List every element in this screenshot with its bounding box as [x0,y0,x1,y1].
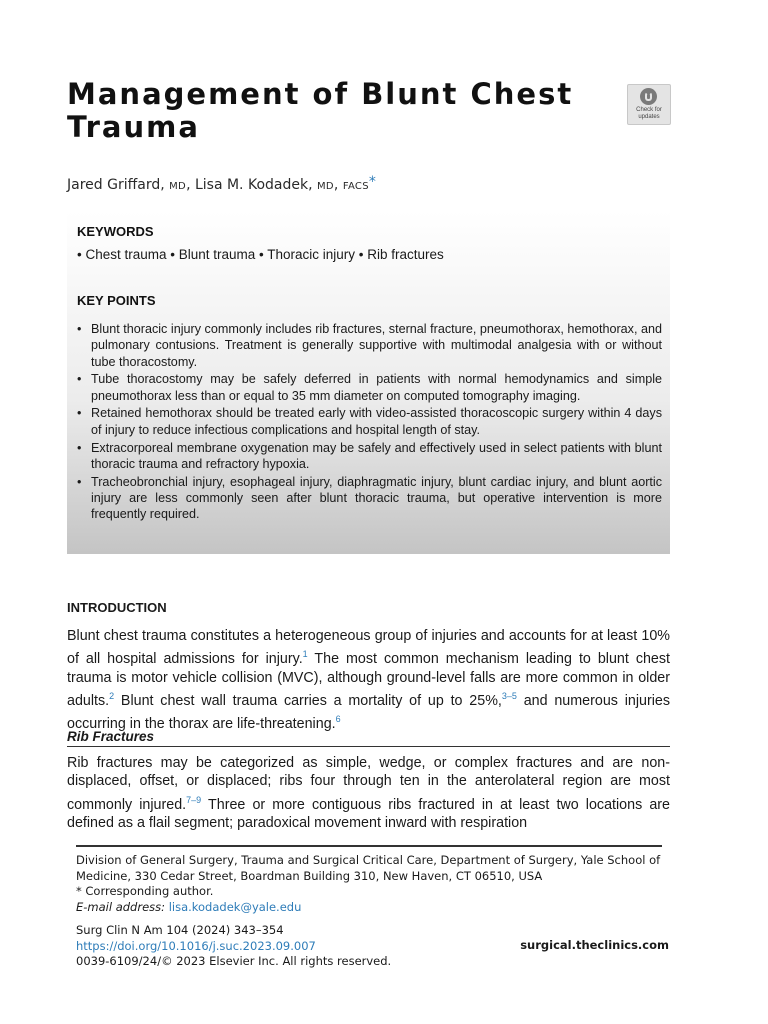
intro-text-4: and numerous injuries occurring in the thorax are life-threatening. [67,692,671,733]
rib-text-1: Rib fractures may be categorized as simple, wedge, or complex fractures and are non-displaced, offset, or displaced; ribs four through ten in the anterolateral region are most commonly injured. [67,755,670,813]
journal-website[interactable]: surgical.theclinics.com [520,938,669,952]
intro-text-3: Blunt chest wall trauma carries a mortality of up to 25%, [114,692,502,709]
key-points-heading: KEY POINTS [77,293,156,308]
key-point-item: • Tube thoracostomy may be safely deferred in patients with normal hemodynamics and simple pneumothorax less than or equal to 35 mm diameter on computed tomography imaging. [77,371,662,404]
badge-line-1: Check for [636,107,662,113]
key-points-list [77,321,662,524]
author-2-degree-2: FACS [342,181,369,192]
badge-line-2: updates [638,114,660,120]
ref-link[interactable]: 6 [335,714,341,725]
ref-link[interactable]: 7–9 [186,794,202,805]
keywords-list: • Chest trauma • Blunt trauma • Thoracic injury • Rib fractures [77,247,444,262]
ref-link[interactable]: 2 [109,690,115,701]
check-for-updates-badge[interactable] [627,84,671,125]
keywords-heading: KEYWORDS [77,224,154,239]
author-1-degree: MD [169,181,187,192]
article-title: Management of Blunt Chest Trauma [67,77,574,144]
rib-text-2: Three or more contiguous ribs fractured in at least two locations are defined as a flail segment; paradoxical movement inward with respiration [67,796,670,831]
ref-link[interactable]: 1 [302,649,308,660]
email-line [76,900,676,916]
email-link[interactable]: lisa.kodadek@yale.edu [168,899,302,914]
footnote [76,853,676,915]
email-label: E-mail address: [76,899,166,914]
author-2-degree-sep: , [333,177,339,193]
key-point-item: • Tracheobronchial injury, esophageal injury, diaphragmatic injury, blunt cardiac injury, and blunt aortic injury are less commonly seen after blunt thoracic trauma, but operative intervention is more frequently required. [77,474,662,523]
key-point-item: • Blunt thoracic injury commonly includes rib fractures, sternal fracture, pneumothorax, hemothorax, and pulmonary contusions. Treatment is generally supportive with multimodal analgesia with or without tube thoracostomy. [77,321,662,370]
journal-citation: Surg Clin N Am 104 (2024) 343–354 [76,923,284,937]
intro-text-2: The most common mechanism leading to blunt chest trauma is motor vehicle collision (MVC), although ground-level falls are more common in older adults. [67,651,670,709]
author-line [67,174,376,193]
affiliation: Division of General Surgery, Trauma and Surgical Critical Care, Department of Surgery, Yale School of Medicine, 330 Cedar Street, Boardman Building 310, New Haven, CT 06510, USA [76,853,661,883]
key-point-item: • Retained hemothorax should be treated early with video-assisted thoracoscopic surgery within 4 days of injury to reduce infectious complications and hospital length of stay. [77,405,662,438]
keywords-keypoints-panel [67,211,670,554]
footnote-divider [76,845,662,847]
copyright-line: 0039-6109/24/© 2023 Elsevier Inc. All rights reserved. [76,954,392,968]
introduction-heading: INTRODUCTION [67,600,167,615]
author-2-name: , Lisa M. Kodadek, [186,177,313,193]
badge-label [628,107,670,121]
author-2-degree-1: MD [316,181,334,192]
crossmark-icon [640,88,657,105]
rib-fractures-paragraph [67,754,670,832]
corresponding-author-note: * Corresponding author. [76,884,214,898]
intro-text-1: Blunt chest trauma constitutes a heterogeneous group of injuries and accounts for at least 10% of all hospital admissions for injury. [67,628,670,668]
corresponding-author-mark[interactable]: * [368,174,376,190]
introduction-paragraph [67,627,670,733]
author-1-name: Jared Griffard, [67,177,165,193]
rib-fractures-heading: Rib Fractures [67,729,670,747]
doi-link[interactable]: https://doi.org/10.1016/j.suc.2023.09.007 [76,938,316,953]
ref-link[interactable]: 3–5 [501,690,517,701]
key-point-item: • Extracorporeal membrane oxygenation may be safely and effectively used in select patients with blunt thoracic trauma and refractory hypoxia. [77,440,662,473]
